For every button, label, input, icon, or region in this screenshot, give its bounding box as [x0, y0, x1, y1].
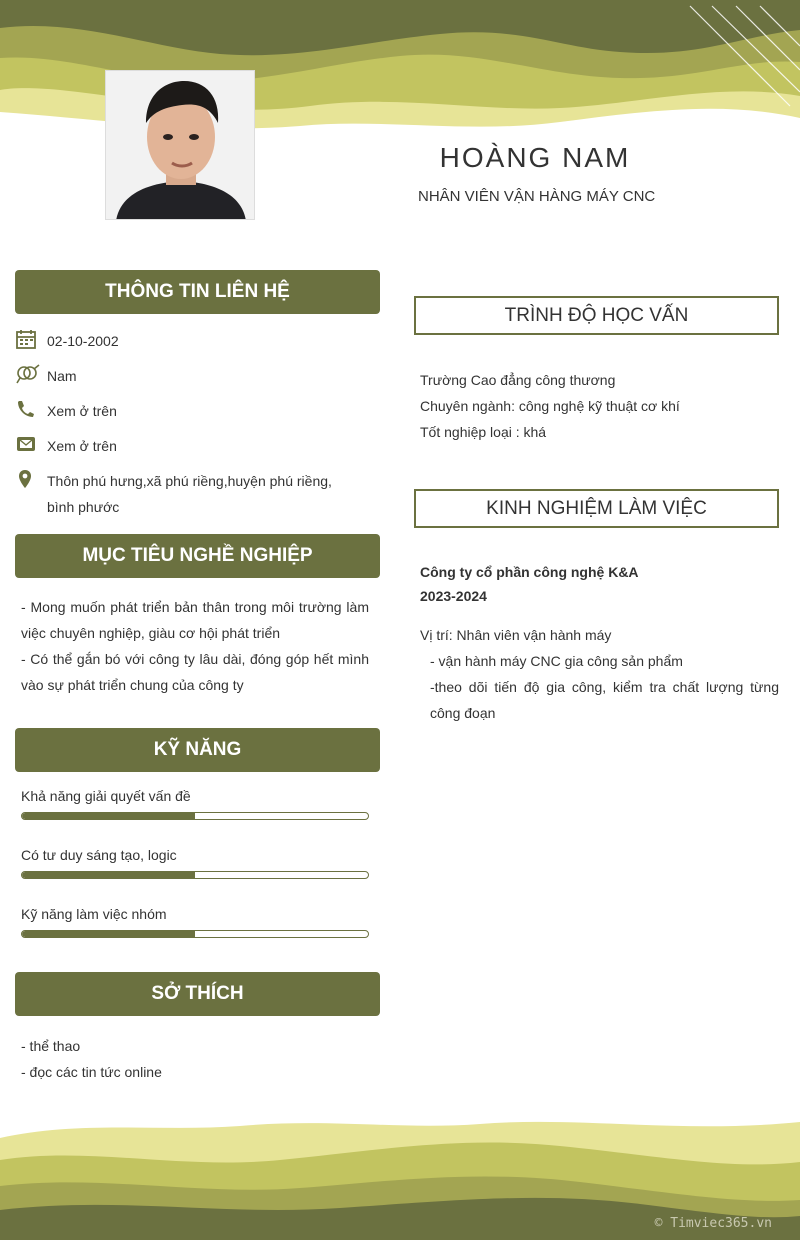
left-column	[15, 270, 380, 1085]
skill-bar	[21, 871, 369, 879]
education-school: Trường Cao đẳng công thương	[420, 372, 616, 388]
hobbies-list	[15, 1033, 380, 1085]
skill-bar	[21, 812, 369, 820]
contact-email: Xem ở trên	[47, 438, 117, 454]
contact-email-row	[15, 433, 380, 459]
skill-bar-fill	[22, 931, 195, 937]
email-icon	[15, 433, 47, 455]
profile-photo	[105, 70, 255, 220]
skill-item	[15, 786, 380, 820]
skill-item	[15, 904, 380, 938]
education-details	[414, 367, 779, 445]
experience-duty: -theo dõi tiến độ gia công, kiểm tra chất lượng từng công đoạn	[430, 679, 779, 721]
calendar-icon	[15, 328, 47, 350]
contact-birthday: 02-10-2002	[47, 333, 119, 349]
hobby-item: - thể thao	[21, 1038, 81, 1054]
watermark: © Timviec365.vn	[654, 1216, 772, 1231]
contact-gender-row	[15, 363, 380, 389]
experience-position: Vị trí: Nhân viên vận hành máy	[420, 627, 612, 643]
contact-gender: Nam	[47, 368, 77, 384]
candidate-name: HOÀNG NAM	[439, 142, 631, 173]
contact-list	[15, 328, 380, 520]
education-heading: TRÌNH ĐỘ HỌC VẤN	[414, 296, 779, 335]
education-major: Chuyên ngành: công nghệ kỹ thuật cơ khí	[420, 398, 680, 414]
candidate-job-title: NHÂN VIÊN VẬN HÀNG MÁY CNC	[418, 188, 656, 205]
experience-duty: - vận hành máy CNC gia công sản phẩm	[430, 653, 683, 669]
education-grade: Tốt nghiệp loại : khá	[420, 424, 547, 440]
avatar-icon	[106, 71, 255, 220]
contact-phone-row	[15, 398, 380, 424]
hobbies-heading: SỞ THÍCH	[15, 972, 380, 1016]
contact-address-row	[15, 468, 380, 520]
contact-birthday-row	[15, 328, 380, 354]
gender-icon	[15, 363, 47, 385]
skill-item	[15, 845, 380, 879]
skills-list	[15, 786, 380, 938]
phone-icon	[15, 398, 47, 420]
contact-address: Thôn phú hưng,xã phú riềng,huyện phú riềng, bình phước	[47, 473, 332, 515]
contact-heading: THÔNG TIN LIÊN HỆ	[15, 270, 380, 314]
objective-text: - Mong muốn phát triển bản thân trong môi trường làm việc chuyên nghiệp, giàu cơ hội phát triển - Có thể gắn bó với công ty lâu dài, đóng góp hết mình vào sự phát triển chung của công ty	[21, 599, 369, 693]
skill-label: Có tư duy sáng tạo, logic	[21, 847, 177, 863]
skill-label: Kỹ năng làm việc nhóm	[21, 906, 167, 922]
experience-details	[414, 560, 779, 726]
skills-heading: KỸ NĂNG	[15, 728, 380, 772]
experience-heading: KINH NGHIỆM LÀM VIỆC	[414, 489, 779, 528]
contact-phone: Xem ở trên	[47, 403, 117, 419]
location-icon	[15, 468, 47, 490]
right-column	[414, 296, 779, 726]
skill-bar	[21, 930, 369, 938]
objective-heading: MỤC TIÊU NGHỀ NGHIỆP	[15, 534, 380, 578]
skill-bar-fill	[22, 872, 195, 878]
experience-period: 2023-2024	[420, 588, 487, 604]
skill-label: Khả năng giải quyết vấn đề	[21, 788, 191, 804]
hobby-item: - đọc các tin tức online	[21, 1064, 162, 1080]
experience-company: Công ty cổ phần công nghệ K&A	[420, 564, 639, 580]
skill-bar-fill	[22, 813, 195, 819]
